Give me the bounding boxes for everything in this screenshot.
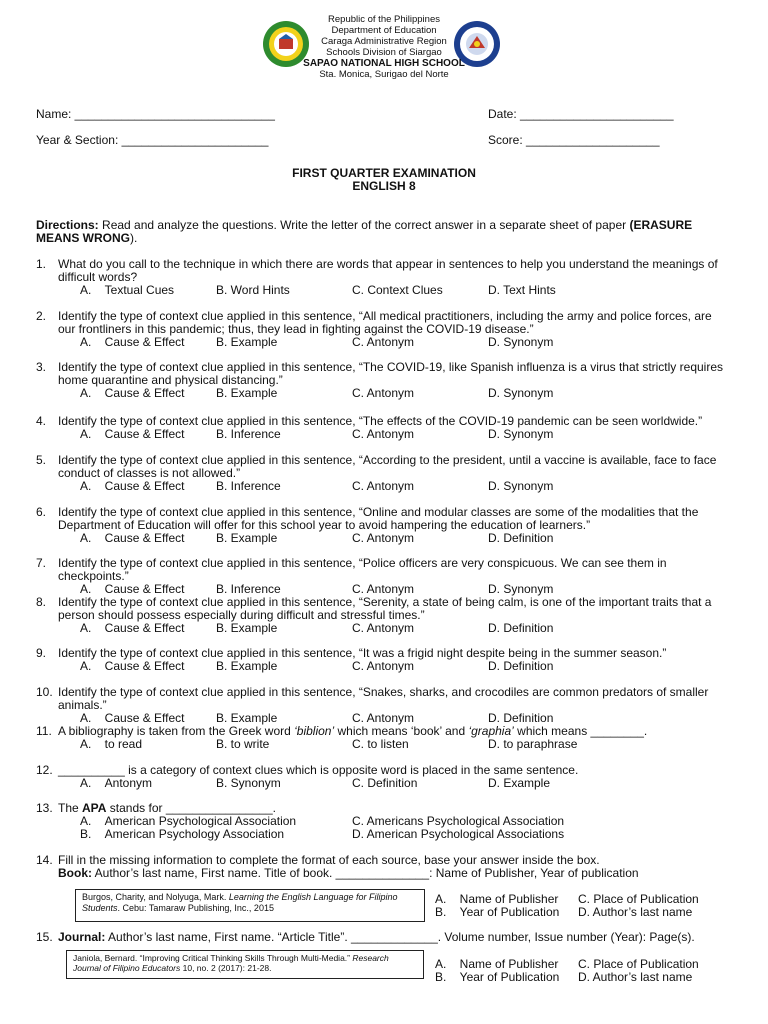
directions-tail: ). [130, 231, 138, 245]
header-line: Department of Education [331, 25, 437, 36]
stem-text: stands for ________________. [106, 801, 276, 815]
question-6 [36, 506, 736, 545]
directions-label: Directions: [36, 218, 99, 232]
question-number: 8. [36, 595, 47, 609]
option-row [36, 738, 736, 751]
question-number: 11. [36, 724, 52, 738]
option-row [36, 387, 736, 400]
option-c[interactable]: C. Context Clues [352, 283, 443, 297]
citation-title: Learning the English Language for Filipino Students [82, 892, 398, 913]
format-label: Journal: [58, 930, 106, 944]
question-stem: Identify the type of context clue applied in this sentence, “Serenity, a state of being calm, is one of the important traits that a person should possess especially during difficult and stressful times.” [58, 595, 712, 622]
option-b[interactable]: B. Synonym [216, 776, 281, 790]
option-c[interactable]: C. Antonym [352, 335, 415, 349]
option-d[interactable]: D. Text Hints [488, 283, 556, 297]
option-a[interactable]: A. American Psychological Association [80, 814, 297, 828]
question-stem: Identify the type of context clue applied in this sentence, “All medical practitioners, including the army and police forces, are our frontliners in this pandemic; thus, they lead in fighting against the COVID-19 disease.” [58, 309, 712, 336]
question-stem: Identify the type of context clue applied in this sentence, “According to the president, until a vaccine is available, face to face conduct of classes is not allowed.” [58, 453, 717, 480]
option-d[interactable]: D. Author’s last name [578, 970, 693, 984]
option-c[interactable]: C. Antonym [352, 386, 415, 400]
source-format [58, 867, 728, 880]
option-row [36, 284, 736, 297]
question-number: 7. [36, 556, 47, 570]
option-c[interactable]: C. to listen [352, 737, 409, 751]
citation-box [66, 950, 424, 979]
question-number: 5. [36, 453, 47, 467]
exam-title-line: FIRST QUARTER EXAMINATION [292, 166, 476, 180]
option-a[interactable]: A. Cause & Effect [80, 427, 185, 441]
option-d[interactable]: D. American Psychological Associations [352, 827, 565, 841]
option-a[interactable]: A. Name of Publisher [435, 957, 559, 971]
option-c[interactable]: C. Americans Psychological Association [352, 814, 565, 828]
option-d[interactable]: D. Synonym [488, 479, 554, 493]
option-c[interactable]: C. Antonym [352, 582, 415, 596]
question-5 [36, 454, 736, 493]
question-number: 1. [36, 257, 47, 271]
directions [36, 219, 726, 245]
option-b[interactable]: B. Example [216, 621, 278, 635]
option-a[interactable]: A. Cause & Effect [80, 659, 185, 673]
option-row [36, 660, 736, 673]
option-b[interactable]: B. Inference [216, 582, 281, 596]
question-stem: What do you call to the technique in which there are words that appear in sentences to help you understand the meanings of difficult words? [58, 257, 718, 284]
school-address: Sta. Monica, Surigao del Norte [319, 69, 449, 80]
question-number: 3. [36, 360, 47, 374]
question-number: 15. [36, 930, 53, 944]
format-text: Author’s last name, First name. Title of book. ______________: Name of Publisher, Year of publication [92, 866, 639, 880]
option-row [36, 777, 736, 790]
option-a[interactable]: A. Cause & Effect [80, 386, 185, 400]
stem-text: A bibliography is taken from the Greek word [58, 724, 295, 738]
option-b[interactable]: B. to write [216, 737, 270, 751]
option-a[interactable]: A. Cause & Effect [80, 479, 185, 493]
question-1 [36, 258, 736, 297]
option-a[interactable]: A. Cause & Effect [80, 335, 185, 349]
option-d[interactable]: D. Synonym [488, 386, 554, 400]
header-line: Caraga Administrative Region [321, 36, 447, 47]
option-c[interactable]: C. Antonym [352, 427, 415, 441]
question-number: 12. [36, 763, 53, 777]
option-b[interactable]: B. Year of Publication [435, 970, 560, 984]
score-field[interactable]: Score: ____________________ [488, 133, 660, 147]
option-a[interactable]: A. Name of Publisher [435, 892, 559, 906]
question-13 [36, 802, 736, 841]
question-stem: Identify the type of context clue applied in this sentence, “The COVID-19, like Spanish influenza is a virus that strictly requires home quarantine and physical distancing.” [58, 360, 723, 387]
letterhead [0, 14, 768, 80]
option-a[interactable]: A. Cause & Effect [80, 582, 185, 596]
option-c[interactable]: C. Antonym [352, 659, 415, 673]
citation-box [75, 889, 425, 922]
citation-text: 10, no. 2 (2017): 21-28. [180, 963, 272, 973]
option-b[interactable]: B. Example [216, 386, 278, 400]
question-9 [36, 647, 736, 673]
stem-term: ‘graphia’ [468, 724, 514, 738]
option-a[interactable]: A. Cause & Effect [80, 531, 185, 545]
option-b[interactable]: B. Example [216, 711, 278, 725]
option-d[interactable]: D. Example [488, 776, 551, 790]
option-row [36, 622, 736, 635]
option-b[interactable]: B. American Psychology Association [80, 827, 285, 841]
question-stem: Identify the type of context clue applied in this sentence, “Snakes, sharks, and crocodiles are common predators of smaller animals.” [58, 685, 709, 712]
question-stem: Fill in the missing information to complete the format of each source, base your answer inside the box. [58, 853, 600, 867]
option-b[interactable]: B. Example [216, 659, 278, 673]
option-b[interactable]: B. Example [216, 531, 278, 545]
question-11 [36, 725, 736, 751]
stem-text: which means ‘book’ and [334, 724, 469, 738]
school-name: SAPAO NATIONAL HIGH SCHOOL [303, 58, 465, 69]
option-c[interactable]: C. Place of Publication [578, 892, 699, 906]
citation-title: Research Journal of Filipino Educators [73, 953, 389, 973]
citation-text: . Cebu: Tamaraw Publishing, Inc., 2015 [117, 903, 274, 913]
stem-text: which means ________. [513, 724, 648, 738]
header-line: Schools Division of Siargao [326, 47, 442, 58]
option-c[interactable]: C. Antonym [352, 479, 415, 493]
option-d[interactable]: D. Definition [488, 711, 554, 725]
question-stem: Identify the type of context clue applied in this sentence, “It was a frigid night despite being in the summer season.” [58, 646, 667, 660]
question-number: 13. [36, 801, 53, 815]
option-a[interactable]: A. Antonym [80, 776, 153, 790]
option-b[interactable]: B. Example [216, 335, 278, 349]
option-a[interactable]: A. Cause & Effect [80, 621, 185, 635]
citation-text: Janiola, Bernard. “Improving Critical Thinking Skills Through Multi-Media.” [73, 953, 353, 963]
stem-term: APA [82, 801, 107, 815]
question-8 [36, 596, 736, 635]
question-stem: Identify the type of context clue applied in this sentence, “The effects of the COVID-19 pandemic can be seen worldwide.” [58, 414, 703, 428]
stem-text: The [58, 801, 83, 815]
source-format [58, 931, 728, 944]
question-number: 6. [36, 505, 47, 519]
question-3 [36, 361, 736, 400]
option-a[interactable]: A. Cause & Effect [80, 711, 185, 725]
option-d[interactable]: D. Synonym [488, 335, 554, 349]
question-number: 2. [36, 309, 47, 323]
option-c[interactable]: C. Antonym [352, 711, 415, 725]
option-row [36, 428, 736, 441]
option-c[interactable]: C. Antonym [352, 621, 415, 635]
option-d[interactable]: D. Definition [488, 659, 554, 673]
option-d[interactable]: D. Synonym [488, 582, 554, 596]
option-c[interactable]: C. Place of Publication [578, 957, 699, 971]
exam-title [0, 167, 768, 193]
question-10 [36, 686, 736, 725]
exam-subject: ENGLISH 8 [352, 179, 416, 193]
question-4 [36, 415, 736, 441]
directions-text: Read and analyze the questions. Write the letter of the correct answer in a separate sheet of paper [98, 218, 630, 232]
option-b[interactable]: B. Word Hints [216, 283, 290, 297]
question-stem: Identify the type of context clue applied in this sentence, “Online and modular classes are some of the modalities that the Department of Education will offer for this school year to avoid hampering the education of learners.” [58, 505, 699, 532]
question-stem: Identify the type of context clue applied in this sentence, “Police officers are very conspicuous. We can see them in checkpoints.” [58, 556, 667, 583]
option-row [36, 828, 736, 841]
name-field[interactable]: Name: ______________________________ [36, 107, 275, 121]
option-b[interactable]: B. Year of Publication [435, 905, 560, 919]
option-a[interactable]: A. to read [80, 737, 143, 751]
date-field[interactable]: Date: _______________________ [488, 107, 674, 121]
question-2 [36, 310, 736, 349]
question-number: 10. [36, 685, 53, 699]
option-a[interactable]: A. Textual Cues [80, 283, 175, 297]
option-row [36, 532, 736, 545]
question-7 [36, 557, 736, 596]
citation-text: Burgos, Charity, and Nolyuga, Mark. [82, 892, 229, 902]
question-stem: __________ is a category of context clues which is opposite word is placed in the same sentence. [58, 763, 579, 777]
option-b[interactable]: B. Inference [216, 479, 281, 493]
question-number: 4. [36, 414, 47, 428]
format-text: Author’s last name, First name. “Article Title”. _____________. Volume number, Issue number (Year): Page(s). [105, 930, 695, 944]
stem-term: ‘biblion’ [294, 724, 335, 738]
directions-emphasis: (ERASURE MEANS WRONG [36, 218, 693, 245]
option-d[interactable]: D. Definition [488, 531, 554, 545]
question-15 [36, 931, 736, 944]
format-label: Book: [58, 866, 92, 880]
option-c[interactable]: C. Definition [352, 776, 418, 790]
question-number: 9. [36, 646, 47, 660]
option-d[interactable]: D. Definition [488, 621, 554, 635]
year-section-field[interactable]: Year & Section: ______________________ [36, 133, 269, 147]
question-12 [36, 764, 736, 790]
option-d[interactable]: D. Author’s last name [578, 905, 693, 919]
option-d[interactable]: D. to paraphrase [488, 737, 578, 751]
option-row [36, 480, 736, 493]
option-d[interactable]: D. Synonym [488, 427, 554, 441]
header-line: Republic of the Philippines [328, 14, 440, 25]
option-row [36, 336, 736, 349]
option-b[interactable]: B. Inference [216, 427, 281, 441]
question-14 [36, 854, 736, 880]
option-c[interactable]: C. Antonym [352, 531, 415, 545]
question-number: 14. [36, 853, 53, 867]
